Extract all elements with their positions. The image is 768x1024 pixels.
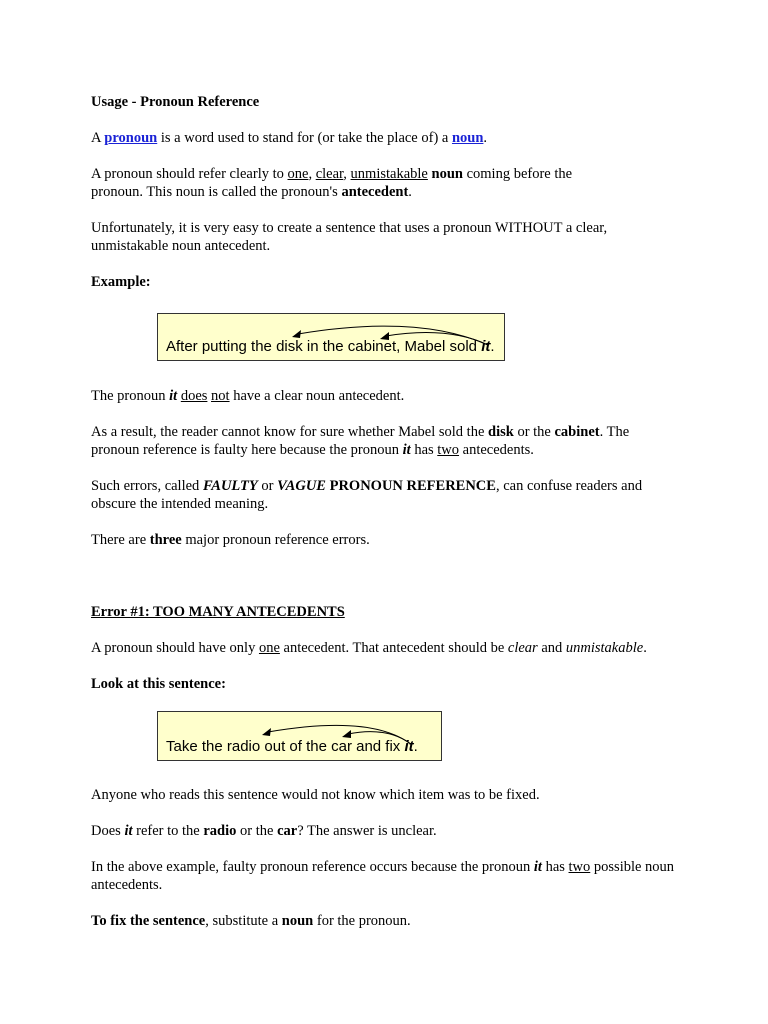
fix-paragraph: To fix the sentence, substitute a noun for the pronoun. bbox=[91, 913, 411, 929]
explanation-paragraph: In the above example, faulty pronoun reference occurs because the pronoun it has two possible noun antecedents. bbox=[91, 859, 675, 893]
example-sentence-box-2 bbox=[157, 711, 442, 761]
example-label: Example: bbox=[91, 274, 151, 290]
one-antecedent-paragraph: A pronoun should have only one antecedent. That antecedent should be clear and unmistakable. bbox=[91, 640, 647, 656]
result-paragraph: As a result, the reader cannot know for sure whether Mabel sold the disk or the cabinet. The pronoun reference is faulty here because the pronoun it has two antecedents. bbox=[91, 424, 630, 458]
antecedent-paragraph: A pronoun should refer clearly to one, clear, unmistakable noun coming before the pronoun. This noun is called the pronoun's antecedent. bbox=[91, 166, 573, 200]
faulty-reference-paragraph: Such errors, called FAULTY or VAGUE PRONOUN REFERENCE, can confuse readers and obscure the intended meaning. bbox=[91, 478, 643, 512]
question-paragraph: Does it refer to the radio or the car? The answer is unclear. bbox=[91, 823, 437, 839]
no-antecedent-paragraph: The pronoun it does not have a clear noun antecedent. bbox=[91, 388, 405, 404]
error-1-heading: Error #1: TOO MANY ANTECEDENTS bbox=[91, 604, 345, 620]
example-sentence-box-1 bbox=[157, 313, 505, 361]
anyone-paragraph: Anyone who reads this sentence would not know which item was to be fixed. bbox=[91, 787, 540, 803]
example-sentence-2: Take the radio out of the car and fix it. bbox=[166, 738, 418, 755]
pronoun-link[interactable]: pronoun bbox=[104, 130, 158, 146]
definition-paragraph: A pronoun is a word used to stand for (or take the place of) a noun. bbox=[91, 130, 488, 146]
example-sentence-1: After putting the disk in the cabinet, Mabel sold it. bbox=[166, 338, 495, 355]
look-label: Look at this sentence: bbox=[91, 676, 226, 692]
intro-paragraph: Unfortunately, it is very easy to create a sentence that uses a pronoun WITHOUT a clear, unmistakable noun antecedent. bbox=[91, 220, 608, 254]
noun-link[interactable]: noun bbox=[451, 130, 484, 146]
three-errors-paragraph: There are three major pronoun reference errors. bbox=[91, 532, 370, 548]
page-title: Usage - Pronoun Reference bbox=[91, 94, 260, 110]
